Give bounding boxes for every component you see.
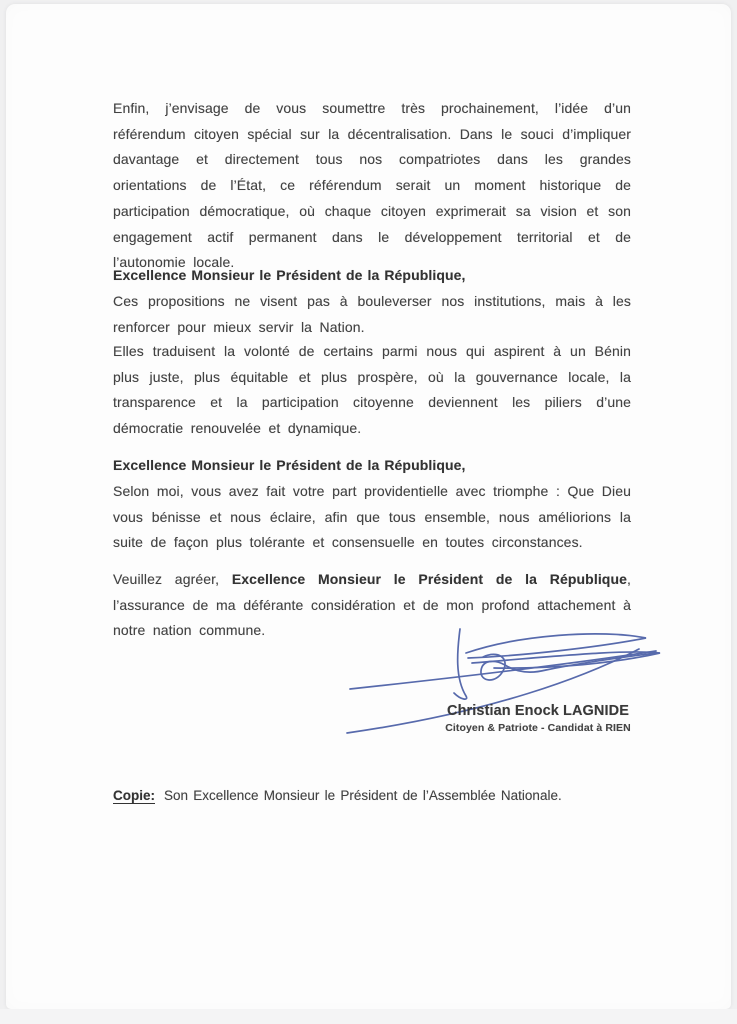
salutation-1: Excellence Monsieur le Président de la République, xyxy=(113,267,466,283)
salutation-2: Excellence Monsieur le Président de la République, xyxy=(113,457,466,473)
paragraph-referendum: Enfin, j’envisage de vous soumettre très prochainement, l’idée d’un référendum citoyen spécial sur la décentralisation. Dans le souci d’impliquer davantage et directement tous nos compatriotes dans les grandes orientations de l’État, ce référendum serait un moment historique de participation démocratique, où chaque citoyen exprimerait sa vision et son engagement actif permanent dans le développement territorial et de l’autonomie locale. xyxy=(113,100,631,271)
closing-prefix: Veuillez agréer, xyxy=(113,571,232,587)
copy-line xyxy=(113,783,631,809)
signer-title: Citoyen & Patriote - Candidat à RIEN xyxy=(445,722,631,734)
copy-recipient: Son Excellence Monsieur le Président de l’Assemblée Nationale. xyxy=(164,788,562,803)
closing-suffix: , l’assurance de ma déférante considération et de mon profond attachement à notre nation commune. xyxy=(113,571,632,639)
signer-name: Christian Enock LAGNIDE xyxy=(447,703,629,719)
closing-bold-address: Excellence Monsieur le Président de la République xyxy=(231,571,628,587)
paragraph-propositions: Ces propositions ne visent pas à bouleverser nos institutions, mais à les renforcer pour mieux servir la Nation. xyxy=(113,293,631,335)
photo-bottom-edge xyxy=(0,1009,737,1024)
signature-stroke-loop xyxy=(481,653,656,680)
signature-block xyxy=(433,703,643,734)
copy-label: Copie: xyxy=(113,788,155,803)
paragraph-volonte: Elles traduisent la volonté de certains parmi nous qui aspirent à un Bénin plus juste, plus équitable et plus prospère, où la gouvernance locale, la transparence et la participation citoyenne deviennent les piliers d’une démocratie renouvelée et dynamique. xyxy=(113,343,631,437)
paragraph-providence: Selon moi, vous avez fait votre part providentielle avec triomphe : Que Dieu vous bénisse et nous éclaire, afin que tous ensemble, nous améliorions la suite de façon plus tolérante et consensuelle en toutes circonstances. xyxy=(113,483,631,551)
signature-stroke-vertical xyxy=(454,629,467,699)
